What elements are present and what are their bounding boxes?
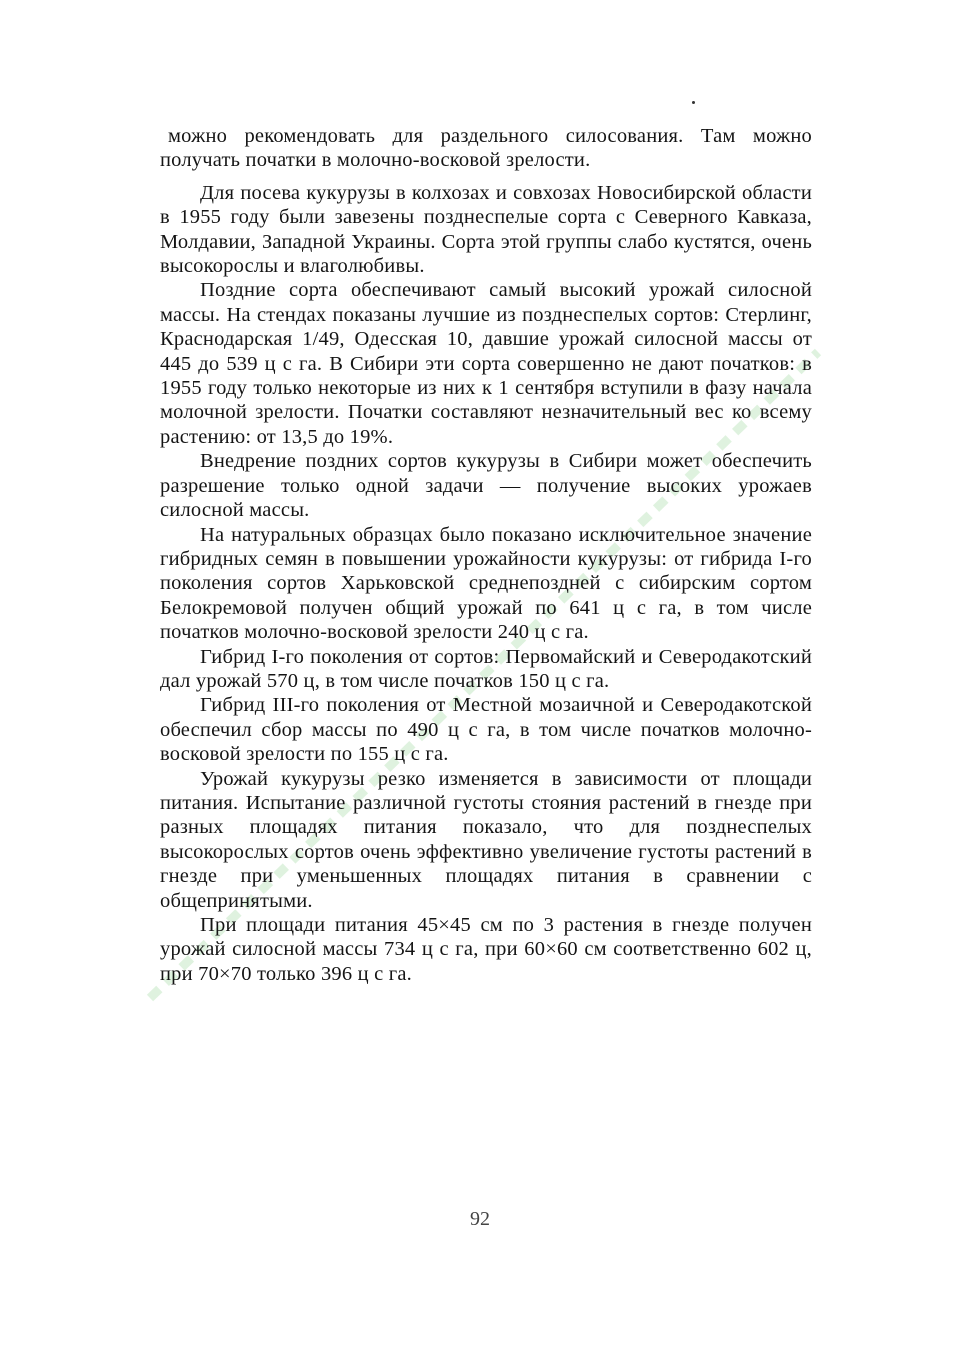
paragraph-3: Поздние сорта обеспечивают самый высокий урожай силосной массы. На стендах показаны лучшие из позднеспелых сортов: Стерлинг, Краснодарская 1/49, Одесская 10, давшие урожай силосной массы от 445 до 539 ц с га. В Сибири эти сорта совершенно не дают початков: в 1955 году только некоторые из них к 1 сентября вступили в фазу начала молочной зрелости. Початки составляют незначительный вес ко всему растению: от 13,5 до 19%. <box>160 279 812 448</box>
page-number: 92 <box>470 1208 490 1230</box>
paragraph-5: На натуральных образцах было показано исключительное значение гибридных семян в повышении урожайности кукурузы: от гибрида I-го поколения сортов Харьковской среднепоздней с сибирским сортом Белокремовой получен общий урожай по 641 ц с га, в том числе початков молочно-восковой зрелости 240 ц с га. <box>160 523 812 644</box>
paragraph-2: Для посева кукурузы в колхозах и совхозах Новосибирской области в 1955 году были завезены позднеспелые сорта с Северного Кавказа, Молдавии, Западной Украины. Сорта этой группы слабо кустятся, очень высокорослы и влаголюбивы. <box>160 181 812 278</box>
paragraph-9: При площади питания 45×45 см по 3 растения в гнезде получен урожай силосной массы 734 ц с га, при 60×60 см соответственно 602 ц, при 70×70 только 396 ц с га. <box>160 914 812 985</box>
paragraph-7: Гибрид III-го поколения от Местной мозаичной и Северодакотской обеспечил сбор массы по 490 ц с га, в том числе початков молочно-восковой зрелости по 155 ц с га. <box>160 694 812 766</box>
paragraph-6: Гибрид I-го поколения от сортов: Первомайский и Северодакотский дал урожай 570 ц, в том числе початков 150 ц с га. <box>160 645 812 692</box>
paragraph-4: Внедрение поздних сортов кукурузы в Сибири может обеспечить разрешение только одной задачи — получение высоких урожаев силосной массы. <box>160 450 812 522</box>
body-text <box>160 124 812 986</box>
paragraph-8: Урожай кукурузы резко изменяется в зависимости от площади питания. Испытание различной густоты стояния растений в гнезде при разных площадях питания показало, что для позднеспелых высокорослых сортов очень эффективно увеличение густоты растений в гнезде при уменьшенных площадях питания в сравнении с общепринятыми. <box>160 767 812 912</box>
scan-speck <box>692 101 695 104</box>
paragraph-1: можно рекомендовать для раздельного силосования. Там можно получать початки в молочно-восковой зрелости. <box>160 125 812 172</box>
